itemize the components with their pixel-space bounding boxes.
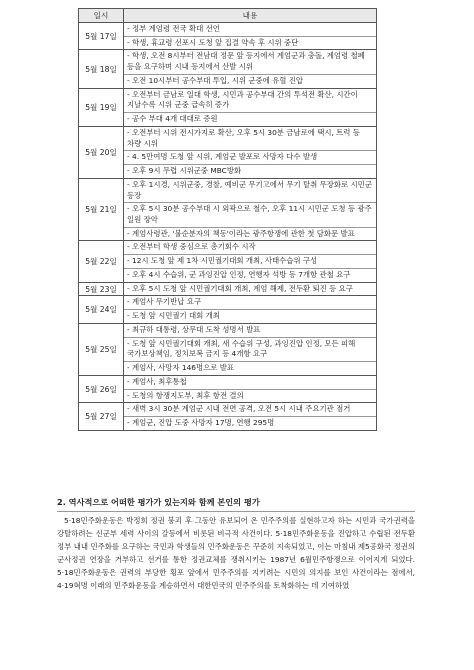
header-content: 내용 xyxy=(124,9,377,23)
section-body: 5·18민주화운동은 박정희 정권 붕괴 후 그동안 유보되어 온 민주주의를 실현하고자 하는 시민과 국가권력을 강탈하려는 신군부 세력 사이의 갈등에서 비롯된 비극적 사건이다. 5·18민주화운동을 진압하고 수립된 전두환 정부 내내 민주화를 요구하는 국민과 학생들의 민주화운동은 꾸준히 지속되었고, 이는 마침내 제5공화국 정권의 군사정권 연장을 거부하고 선거를 통한 정권교체를 쟁취시키는 1987년 6월민주항쟁으로 이어지게 되었다. 5·18민주화운동은 권력의 부당한 횡포 앞에서 민주주의를 지키려는 시민의 의지를 보인 사건이라는 점에서, 4·19혁명 이래의 민주화운동을 계승하면서 대한민국의 민주주의를 토착화하는 데 기여하였 xyxy=(57,515,415,591)
event-item: - 새벽 3시 30분 계엄군 시내 전면 공격, 오전 5시 시내 주요기관 점거 xyxy=(127,404,351,414)
date-cell: 5월 17일 xyxy=(79,23,124,50)
content-cell xyxy=(124,126,377,178)
date-cell: 5월 27일 xyxy=(79,403,124,430)
date-cell: 5월 22일 xyxy=(79,241,124,282)
table-row xyxy=(79,178,377,241)
event-item: - 계엄사, 사망자 146명으로 발표 xyxy=(124,361,376,375)
event-item: - 계엄사 무기반납 요구 xyxy=(127,297,201,307)
header-date: 일시 xyxy=(79,9,124,23)
date-cell: 5월 18일 xyxy=(79,50,124,88)
table-row xyxy=(79,296,377,323)
event-item: - 공수 부대 4개 대대로 증원 xyxy=(124,112,376,126)
content-cell xyxy=(124,178,377,241)
content-cell xyxy=(124,88,377,126)
event-item: - 정부 계엄령 전국 확대 선언 xyxy=(127,24,220,33)
content-cell xyxy=(124,375,377,402)
content-cell xyxy=(124,241,377,282)
date-cell: 5월 26일 xyxy=(79,375,124,402)
date-cell: 5월 25일 xyxy=(79,323,124,375)
table-row xyxy=(79,241,377,282)
event-item: - 오후 1시경, 시위군중, 경찰, 예비군 무기고에서 무기 탈취 무장화로 시민군 등장 xyxy=(127,179,375,200)
event-item: - 계엄군, 진압 도중 사망자 17명, 연행 295명 xyxy=(124,416,376,430)
event-item: - 도청 앞 시민궐기 대회 개최 xyxy=(124,309,376,323)
date-cell: 5월 19일 xyxy=(79,88,124,126)
event-item: - 최규하 대통령, 상무대 도착 성명서 발표 xyxy=(127,324,261,334)
event-item: - 계엄사령관, '불순분자의 책동'이라는 광주항쟁에 관한 첫 담화문 발표 xyxy=(124,227,376,241)
table-row xyxy=(79,282,377,296)
table-row xyxy=(79,403,377,430)
date-cell: 5월 24일 xyxy=(79,296,124,323)
event-item: - 오후 5시 30분 공수부대 시 외곽으로 철수, 오후 11시 시민군 도청 등 광주 일원 장악 xyxy=(124,202,376,226)
event-item: - 오후 9시 무렵 시위군중 MBC방화 xyxy=(124,164,376,178)
event-item: - 도청의 항쟁지도부, 최후 항전 결의 xyxy=(124,389,376,403)
table-row xyxy=(79,323,377,375)
event-item: - 4. 5만여명 도청 앞 시위, 계엄군 발포로 사망자 다수 발생 xyxy=(124,150,376,164)
date-cell: 5월 21일 xyxy=(79,178,124,241)
table-row xyxy=(79,50,377,88)
table-row xyxy=(79,375,377,402)
event-item: - 오전부터 시위 전시가지로 확산, 오후 5시 30분 금남로에 택시, 트럭 등 차량 시위 xyxy=(127,127,363,148)
table-header-row xyxy=(79,9,377,23)
event-item: - 오전 10시부터 공수부대 투입, 시위 군중에 유혈 진압 xyxy=(124,74,376,88)
event-item: - 계엄사, 최후통첩 xyxy=(127,376,187,386)
event-item: - 도청 앞 시민궐기대회 개최, 새 수습위 구성, 과잉진압 인정, 모든 피해 국가보상책임, 정치보복 금지 등 4개항 요구 xyxy=(124,337,376,361)
event-item: - 오전부터 학생 중심으로 총기회수 시작 xyxy=(127,242,256,252)
event-item: - 오후 5시 도청 앞 시민궐기대회 개최, 계엄 해제, 전두환 퇴진 등 요구 xyxy=(127,283,353,293)
timeline-table xyxy=(78,8,377,431)
content-cell xyxy=(124,323,377,375)
content-cell xyxy=(124,296,377,323)
event-item: - 오전부터 금남로 일대 학생, 시민과 공수부대 간의 투석전 확산, 시간이 지날수록 시위 군중 급속히 증가 xyxy=(127,89,361,110)
event-item: - 오후 4시 수습위, 군 과잉진압 인정, 연행자 석방 등 7개항 관철 요구 xyxy=(124,268,376,282)
content-cell xyxy=(124,50,377,88)
event-item: - 학생, 휴교령 선포시 도청 앞 집결 약속 후 시위 중단 xyxy=(124,36,376,50)
event-item: - 학생, 오전 8시부터 전남대 정문 앞 등지에서 계엄군과 충돌, 계엄령 철폐 등을 요구하며 시내 등지에서 산발 시위 xyxy=(127,51,368,72)
content-cell xyxy=(124,403,377,430)
timeline-table-wrapper xyxy=(78,8,376,431)
event-item: - 12시 도청 앞 제 1차 시민궐기대회 개최, 사태수습위 구성 xyxy=(124,254,376,268)
date-cell: 5월 20일 xyxy=(79,126,124,178)
date-cell: 5월 23일 xyxy=(79,282,124,296)
table-row xyxy=(79,88,377,126)
content-cell xyxy=(124,282,377,296)
section-heading: 2. 역사적으로 어떠한 평가가 있는지와 함께 본인의 평가 xyxy=(57,495,415,512)
table-row xyxy=(79,23,377,50)
table-row xyxy=(79,126,377,178)
timeline-body xyxy=(79,23,377,431)
evaluation-section xyxy=(57,495,415,593)
content-cell xyxy=(124,23,377,50)
